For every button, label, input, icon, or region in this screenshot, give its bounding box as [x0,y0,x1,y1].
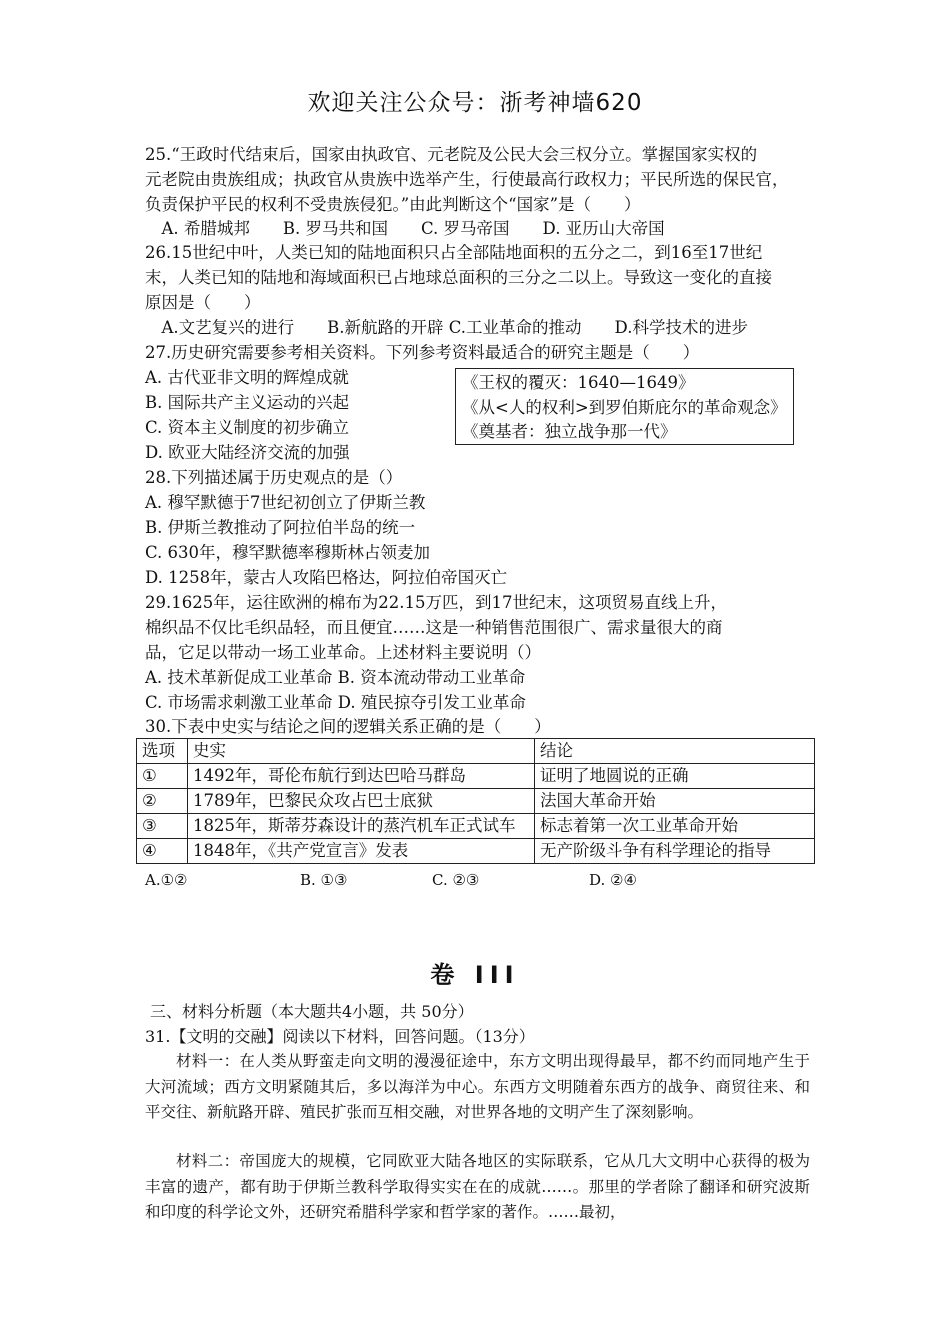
q27-option: B. 国际共产主义运动的兴起 [145,393,350,412]
table-row [137,814,815,839]
section-title: 卷 III [430,961,520,989]
table-row [137,789,815,814]
q27-option: A. 古代亚非文明的辉煌成就 [145,368,349,387]
table-header-cell: 史实 [188,739,535,764]
q26-options: A.文艺复兴的进行 B.新航路的开辟 C.工业革命的推动 D.科学技术的进步 [145,318,748,337]
q26-line: 末，人类已知的陆地和海域面积已占地球总面积的三分之二以上。导致这一变化的直接 [145,268,772,287]
table-cell: 无产阶级斗争有科学理论的指导 [535,839,815,864]
q26-line: 原因是（ ） [145,293,261,312]
q30-option: C. ②③ [432,871,480,889]
table-row [137,764,815,789]
material-one: 材料一：在人类从野蛮走向文明的漫漫征途中，东方文明出现得最早，都不约而同地产生于大河流域；西方文明紧随其后，多以海洋为中心。东西方文明随着东西方的战争、商贸往来、和平交往、新航路开辟、殖民扩张而互相交融，对世界各地的文明产生了深刻影响。 [145,1052,810,1121]
page-header: 欢迎关注公众号：浙考神墙620 [307,90,643,116]
table-cell: ① [137,764,188,789]
reference-box [455,368,794,445]
q29-line: 品，它足以带动一场工业革命。上述材料主要说明（） [145,643,541,662]
q30-option: B. ①③ [300,871,348,889]
table-cell: 1789年，巴黎民众攻占巴士底狱 [188,789,535,814]
reference-item: 《从<人的权利>到罗伯斯庇尔的革命观念》 [462,397,787,417]
q28-option: C. 630年，穆罕默德率穆斯林占领麦加 [145,543,431,562]
q25-line: 25.“王政时代结束后，国家由执政官、元老院及公民大会三权分立。掌握国家实权的 [145,145,758,164]
q27-stem: 27.历史研究需要参考相关资料。下列参考资料最适合的研究主题是（ ） [145,343,700,362]
table-cell: ③ [137,814,188,839]
q30-option: D. ②④ [589,871,637,889]
reference-item: 《王权的覆灭：1640—1649》 [462,373,695,392]
table-cell: 法国大革命开始 [535,789,815,814]
q28-stem: 28.下列描述属于历史观点的是（） [145,468,403,487]
table-cell: ② [137,789,188,814]
table-header-cell: 结论 [535,739,815,764]
q29-line: 棉织品不仅比毛织品轻，而且便宜……这是一种销售范围很广、需求量很大的商 [145,618,723,637]
table-cell: 1492年，哥伦布航行到达巴哈马群岛 [188,764,535,789]
q27-option: D. 欧亚大陆经济交流的加强 [145,443,350,462]
table-header-cell: 选项 [137,739,188,764]
table-cell: 证明了地圆说的正确 [535,764,815,789]
section-heading: 三、材料分析题（本大题共4小题，共 50分） [150,1002,474,1021]
reference-item: 《奠基者：独立战争那一代》 [462,422,677,441]
q29-option: C. 市场需求刺激工业革命 D. 殖民掠夺引发工业革命 [145,693,526,712]
q28-option: A. 穆罕默德于7世纪初创立了伊斯兰教 [145,493,426,512]
q28-option: B. 伊斯兰教推动了阿拉伯半岛的统一 [145,518,416,537]
q29-line: 29.1625年，运往欧洲的棉布为22.15万匹，到17世纪末，这项贸易直线上升， [145,593,727,612]
q28-option: D. 1258年，蒙古人攻陷巴格达，阿拉伯帝国灭亡 [145,568,508,587]
q25-line: 负责保护平民的权利不受贵族侵犯。”由此判断这个“国家”是（ ） [145,195,641,214]
q31-stem: 31.【文明的交融】阅读以下材料，回答问题。（13分） [145,1027,535,1046]
table-cell: 标志着第一次工业革命开始 [535,814,815,839]
fact-conclusion-table [136,738,815,864]
table-row [137,839,815,864]
q26-line: 26.15世纪中叶，人类已知的陆地面积只占全部陆地面积的五分之二，到16至17世纪 [145,243,763,262]
q27-option: C. 资本主义制度的初步确立 [145,418,350,437]
q29-option: A. 技术革新促成工业革命 B. 资本流动带动工业革命 [145,668,526,687]
table-header-row [137,739,815,764]
table-cell: ④ [137,839,188,864]
q30-option: A.①② [145,871,188,889]
q25-options: A. 希腊城邦 B. 罗马共和国 C. 罗马帝国 D. 亚历山大帝国 [145,219,665,238]
q30-stem: 30.下表中史实与结论之间的逻辑关系正确的是（ ） [145,717,551,736]
table-cell: 1825年，斯蒂芬森设计的蒸汽机车正式试车 [188,814,535,839]
q25-line: 元老院由贵族组成；执政官从贵族中选举产生，行使最高行政权力；平民所选的保民官， [145,170,789,189]
material-two: 材料二：帝国庞大的规模，它同欧亚大陆各地区的实际联系，它从几大文明中心获得的极为丰富的遗产，都有助于伊斯兰教科学取得实实在在的成就……。那里的学者除了翻译和研究波斯和印度的科学论文外，还研究希腊科学家和哲学家的著作。……最初， [145,1152,810,1221]
table-cell: 1848年，《共产党宣言》发表 [188,839,535,864]
